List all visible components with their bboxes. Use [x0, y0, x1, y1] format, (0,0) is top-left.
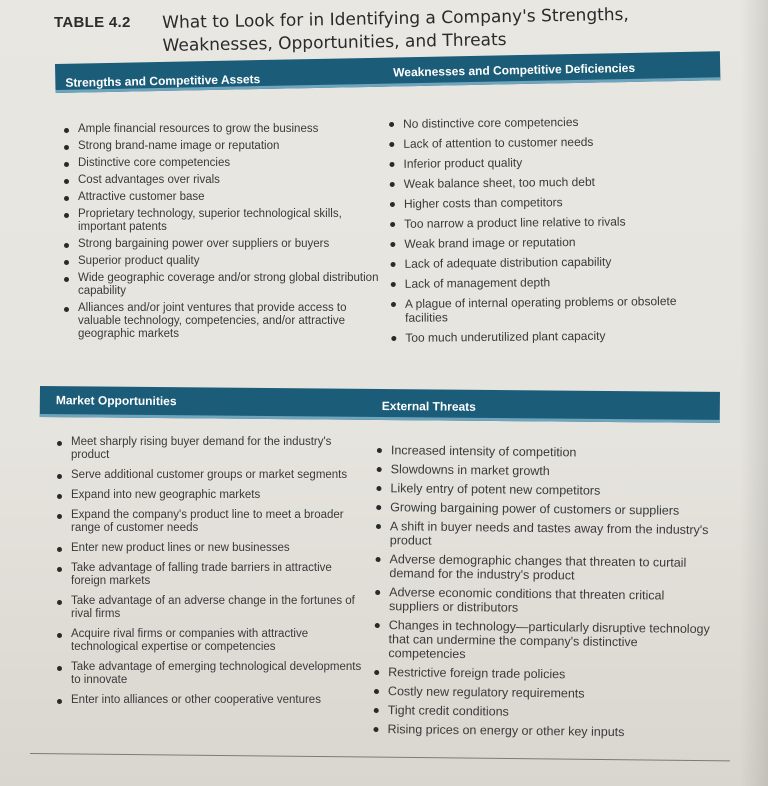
weaknesses-item: Higher costs than competitors [388, 194, 708, 211]
threats-item: Growing bargaining power of customers or suppliers [374, 500, 714, 518]
weaknesses-item: A plague of internal operating problems or obsolete facilities [389, 294, 709, 325]
table-title: What to Look for in Identifying a Company's Strengths, Weaknesses, Opportunities, and Threats [162, 4, 630, 56]
strengths-item: Proprietary technology, superior technological skills, important patents [62, 208, 382, 234]
strengths-item: Ample financial resources to grow the business [62, 123, 382, 136]
weaknesses-item: Lack of attention to customer needs [387, 134, 707, 151]
weaknesses-item: Weak balance sheet, too much debt [388, 174, 708, 191]
strengths-item: Cost advantages over rivals [62, 174, 382, 187]
threats-column [371, 443, 715, 745]
weaknesses-item: Lack of management depth [389, 274, 709, 291]
weaknesses-item: Too narrow a product line relative to rivals [388, 214, 708, 231]
strengths-item: Strong brand-name image or reputation [62, 140, 382, 153]
threats-item: Adverse economic conditions that threaten critical suppliers or distributors [373, 585, 713, 617]
opportunities-item: Take advantage of falling trade barriers in attractive foreign markets [55, 562, 365, 588]
opportunities-item: Take advantage of an adverse change in the fortunes of rival firms [55, 595, 365, 621]
threats-item: Tight credit conditions [372, 703, 712, 721]
table-bottom-rule [30, 753, 730, 761]
threats-item: A shift in buyer needs and tastes away from the industry's product [374, 519, 714, 551]
opportunities-item: Serve additional customer groups or market segments [55, 469, 365, 482]
threats-item: Rising prices on energy or other key inputs [371, 722, 711, 740]
threats-item: Increased intensity of competition [375, 443, 715, 461]
threats-item: Adverse demographic changes that threaten to curtail demand for the industry's product [373, 552, 713, 584]
opportunities-list [55, 436, 365, 707]
threats-item: Costly new regulatory requirements [372, 684, 712, 702]
strengths-item: Strong bargaining power over suppliers or buyers [62, 238, 382, 251]
opportunities-item: Expand into new geographic markets [55, 489, 365, 502]
strengths-item: Alliances and/or joint ventures that provide access to valuable technology, competencies, and/or attractive geographic markets [62, 302, 382, 341]
header-band-bottom [40, 386, 720, 423]
opportunities-item: Enter new product lines or new businesses [55, 542, 365, 555]
strengths-item: Superior product quality [62, 255, 382, 268]
threats-item: Changes in technology—particularly disruptive technology that can undermine the company's distinctive competencies [372, 618, 712, 664]
strengths-list [62, 123, 382, 341]
threats-item: Likely entry of potent new competitors [374, 481, 714, 499]
weaknesses-item: No distinctive core competencies [387, 114, 707, 131]
opportunities-heading: Market Opportunities [55, 393, 177, 409]
weaknesses-heading: Weaknesses and Competitive Deficiencies [393, 60, 636, 80]
opportunities-column [55, 436, 365, 714]
strengths-item: Attractive customer base [62, 191, 382, 204]
table-number: TABLE 4.2 [54, 14, 131, 31]
opportunities-item: Take advantage of emerging technological developments to innovate [55, 661, 365, 687]
weaknesses-list [387, 114, 709, 345]
threats-list [371, 443, 715, 740]
threats-item: Restrictive foreign trade policies [372, 665, 712, 683]
weaknesses-column [387, 114, 709, 351]
strengths-item: Wide geographic coverage and/or strong global distribution capability [62, 272, 382, 298]
opportunities-item: Acquire rival firms or companies with attractive technological expertise or competencies [55, 628, 365, 654]
page-edge-shadow [740, 0, 768, 786]
opportunities-item: Meet sharply rising buyer demand for the industry's product [55, 436, 365, 462]
strengths-item: Distinctive core competencies [62, 157, 382, 170]
weaknesses-item: Lack of adequate distribution capability [388, 254, 708, 271]
weaknesses-item: Too much underutilized plant capacity [389, 328, 709, 345]
weaknesses-item: Inferior product quality [387, 154, 707, 171]
strengths-column [62, 123, 382, 345]
opportunities-item: Expand the company's product line to meet a broader range of customer needs [55, 509, 365, 535]
weaknesses-item: Weak brand image or reputation [388, 234, 708, 251]
threats-heading: External Threats [381, 398, 476, 414]
opportunities-item: Enter into alliances or other cooperative ventures [55, 694, 365, 707]
threats-item: Slowdowns in market growth [375, 462, 715, 480]
strengths-heading: Strengths and Competitive Assets [65, 72, 261, 90]
